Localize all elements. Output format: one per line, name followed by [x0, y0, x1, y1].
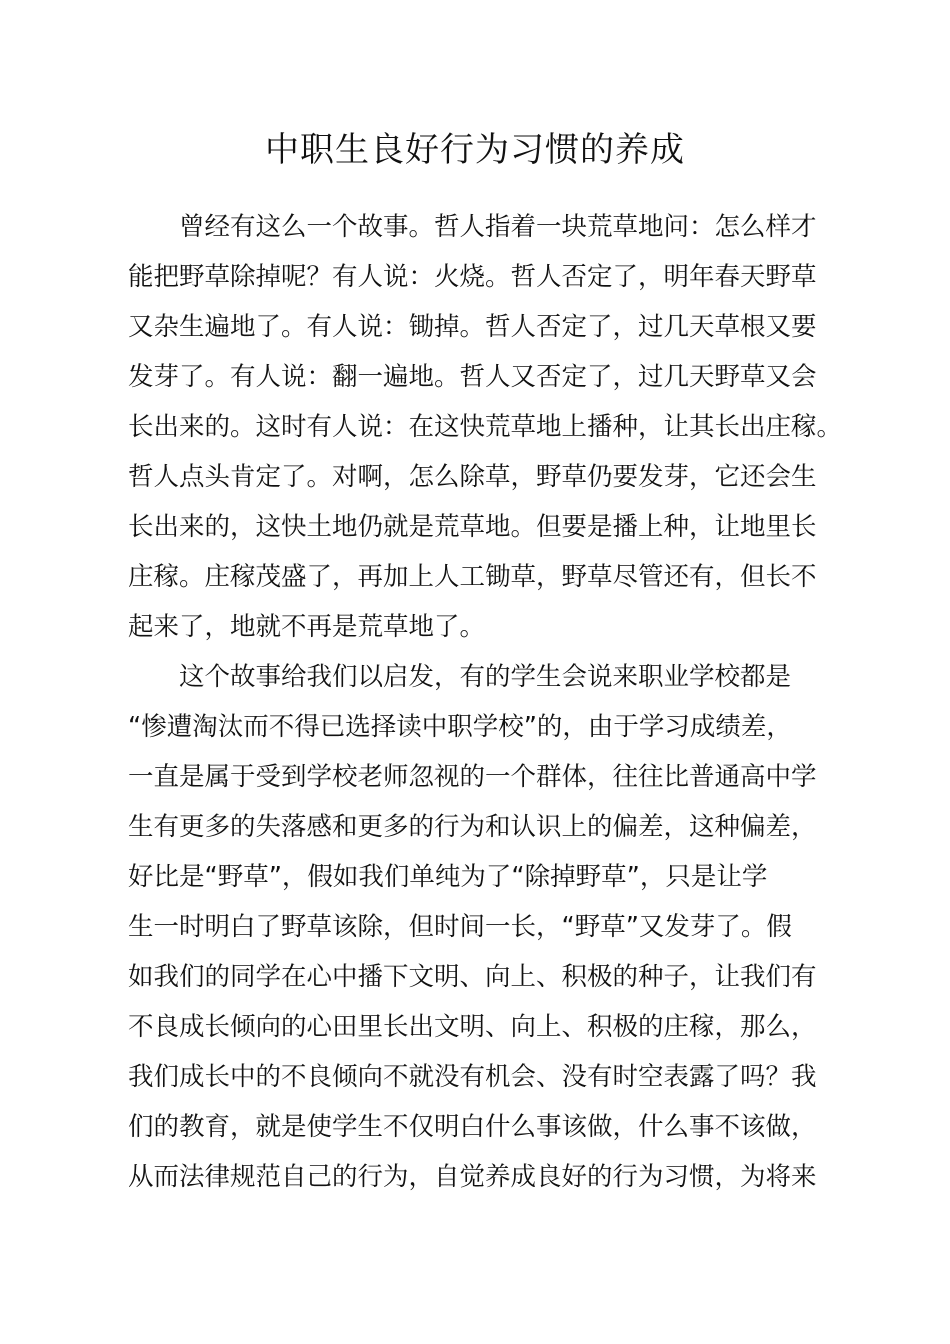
paragraph-1-line-5: 长出来的。这时有人说：在这快荒草地上播种，让其长出庄稼。: [128, 412, 843, 442]
paragraph-2-line-8: 不良成长倾向的心田里长出文明、向上、积极的庄稼，那么，: [128, 1012, 817, 1042]
paragraph-1-line-8: 庄稼。庄稼茂盛了，再加上人工锄草，野草尽管还有，但长不: [128, 562, 817, 592]
paragraph-2-line-1: 这个故事给我们以启发，有的学生会说来职业学校都是: [179, 662, 792, 692]
document-title: 中职生良好行为习惯的养成: [265, 130, 685, 170]
paragraph-1-line-9: 起来了，地就不再是荒草地了。: [128, 612, 486, 642]
paragraph-2-line-5: 好比是“野草”，假如我们单纯为了“除掉野草”，只是让学: [128, 862, 768, 892]
paragraph-2-line-11: 从而法律规范自己的行为，自觉养成良好的行为习惯，为将来: [128, 1162, 817, 1192]
paragraph-2-line-9: 我们成长中的不良倾向不就没有机会、没有时空表露了吗？我: [128, 1062, 817, 1092]
paragraph-1-line-6: 哲人点头肯定了。对啊，怎么除草，野草仍要发芽，它还会生: [128, 462, 817, 492]
document-body: [128, 202, 848, 1202]
paragraph-1-line-2: 能把野草除掉呢？有人说：火烧。哲人否定了，明年春天野草: [128, 262, 817, 292]
paragraph-2-line-7: 如我们的同学在心中播下文明、向上、积极的种子，让我们有: [128, 962, 817, 992]
paragraph-2-line-10: 们的教育，就是使学生不仅明白什么事该做，什么事不该做，: [128, 1112, 817, 1142]
paragraph-1-line-4: 发芽了。有人说：翻一遍地。哲人又否定了，过几天野草又会: [128, 362, 817, 392]
paragraph-2-line-2: “惨遭淘汰而不得已选择读中职学校”的，由于学习成绩差，: [128, 712, 792, 742]
paragraph-1-line-1: 曾经有这么一个故事。哲人指着一块荒草地问：怎么样才: [179, 212, 817, 242]
paragraph-2-line-4: 生有更多的失落感和更多的行为和认识上的偏差，这种偏差，: [128, 812, 817, 842]
paragraph-1-line-3: 又杂生遍地了。有人说：锄掉。哲人否定了，过几天草根又要: [128, 312, 817, 342]
paragraph-1-line-7: 长出来的，这快土地仍就是荒草地。但要是播上种，让地里长: [128, 512, 817, 542]
paragraph-2-line-6: 生一时明白了野草该除，但时间一长，“野草”又发芽了。假: [128, 912, 792, 942]
paragraph-2-line-3: 一直是属于受到学校老师忽视的一个群体，往往比普通高中学: [128, 762, 817, 792]
